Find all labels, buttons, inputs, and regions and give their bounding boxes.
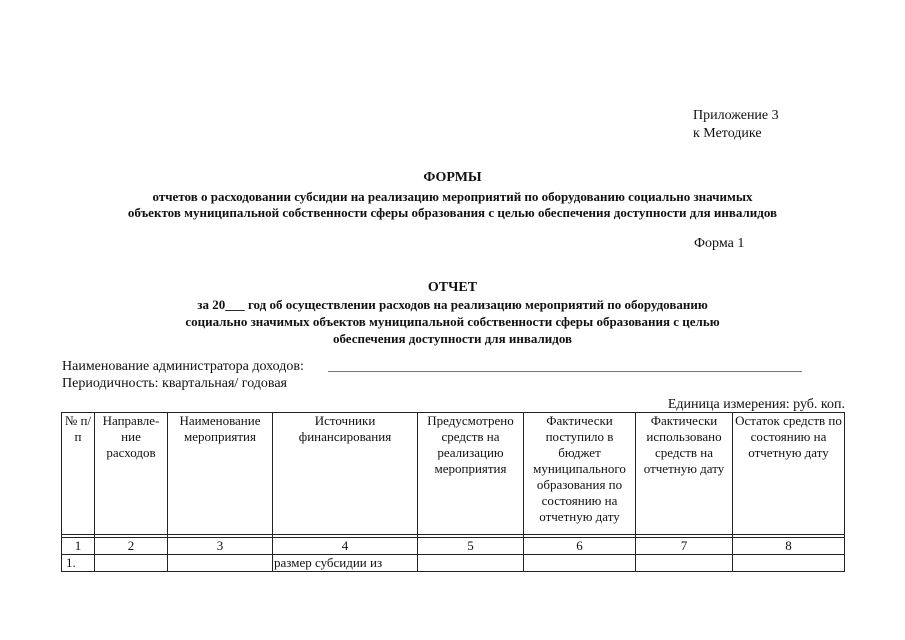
- forms-subtitle-line-1: отчетов о расходовании субсидии на реализацию мероприятий по оборудованию социально значимых: [152, 189, 753, 204]
- header-cell-balance: Остаток средств по состоянию на отчетную дату: [733, 413, 845, 535]
- table-cell: [636, 555, 733, 572]
- column-number: 7: [636, 538, 733, 555]
- column-number: 3: [168, 538, 273, 555]
- header-cell-actually-used: Фактически использовано средств на отчетную дату: [636, 413, 733, 535]
- appendix-line-2: к Методике: [693, 126, 762, 141]
- column-number: 2: [95, 538, 168, 555]
- table-cell: 1.: [62, 555, 95, 572]
- header-cell-event-name: Наименование мероприятия: [168, 413, 273, 535]
- column-number: 5: [418, 538, 524, 555]
- report-table: [61, 412, 845, 572]
- report-subtitle-line-2: социально значимых объектов муниципальной собственности сферы образования с целью: [185, 314, 720, 329]
- appendix-note: [693, 107, 779, 143]
- administrator-label: Наименование администратора доходов:: [62, 359, 304, 374]
- appendix-line-1: Приложение 3: [693, 108, 779, 123]
- column-number: 4: [273, 538, 418, 555]
- header-cell-number: № п/п: [62, 413, 95, 535]
- table-row: [62, 555, 845, 572]
- table-cell: [95, 555, 168, 572]
- column-number: 6: [524, 538, 636, 555]
- table-cell: [524, 555, 636, 572]
- report-subtitle-line-3: обеспечения доступности для инвалидов: [332, 331, 573, 346]
- column-number: 1: [62, 538, 95, 555]
- report-subtitle-line-1: за 20___ год об осуществлении расходов на реализацию мероприятий по оборудованию: [197, 297, 708, 312]
- units-label: Единица измерения: руб. коп.: [667, 397, 845, 412]
- administrator-fill-line: [328, 371, 802, 372]
- header-cell-funding-sources: Источники финансирования: [273, 413, 418, 535]
- forms-title: ФОРМЫ: [423, 170, 482, 185]
- header-cell-planned-funds: Предусмотрено средств на реализацию мероприятия: [418, 413, 524, 535]
- periodicity-label: Периодичность: квартальная/ годовая: [62, 376, 287, 391]
- form-label: Форма 1: [694, 236, 745, 251]
- header-cell-actually-received: Фактически поступило в бюджет муниципального образования по состоянию на отчетную дату: [524, 413, 636, 535]
- table-header-row: [62, 413, 845, 535]
- column-number: 8: [733, 538, 845, 555]
- column-numbers-row: [62, 538, 845, 555]
- report-title: ОТЧЕТ: [427, 280, 478, 295]
- table-cell: размер субсидии из: [273, 555, 418, 572]
- table-cell: [168, 555, 273, 572]
- table-cell: [418, 555, 524, 572]
- forms-subtitle-line-2: объектов муниципальной собственности сферы образования с целью обеспечения доступности для инвалидов: [127, 205, 778, 220]
- header-cell-direction: Направле-ние расходов: [95, 413, 168, 535]
- table-cell: [733, 555, 845, 572]
